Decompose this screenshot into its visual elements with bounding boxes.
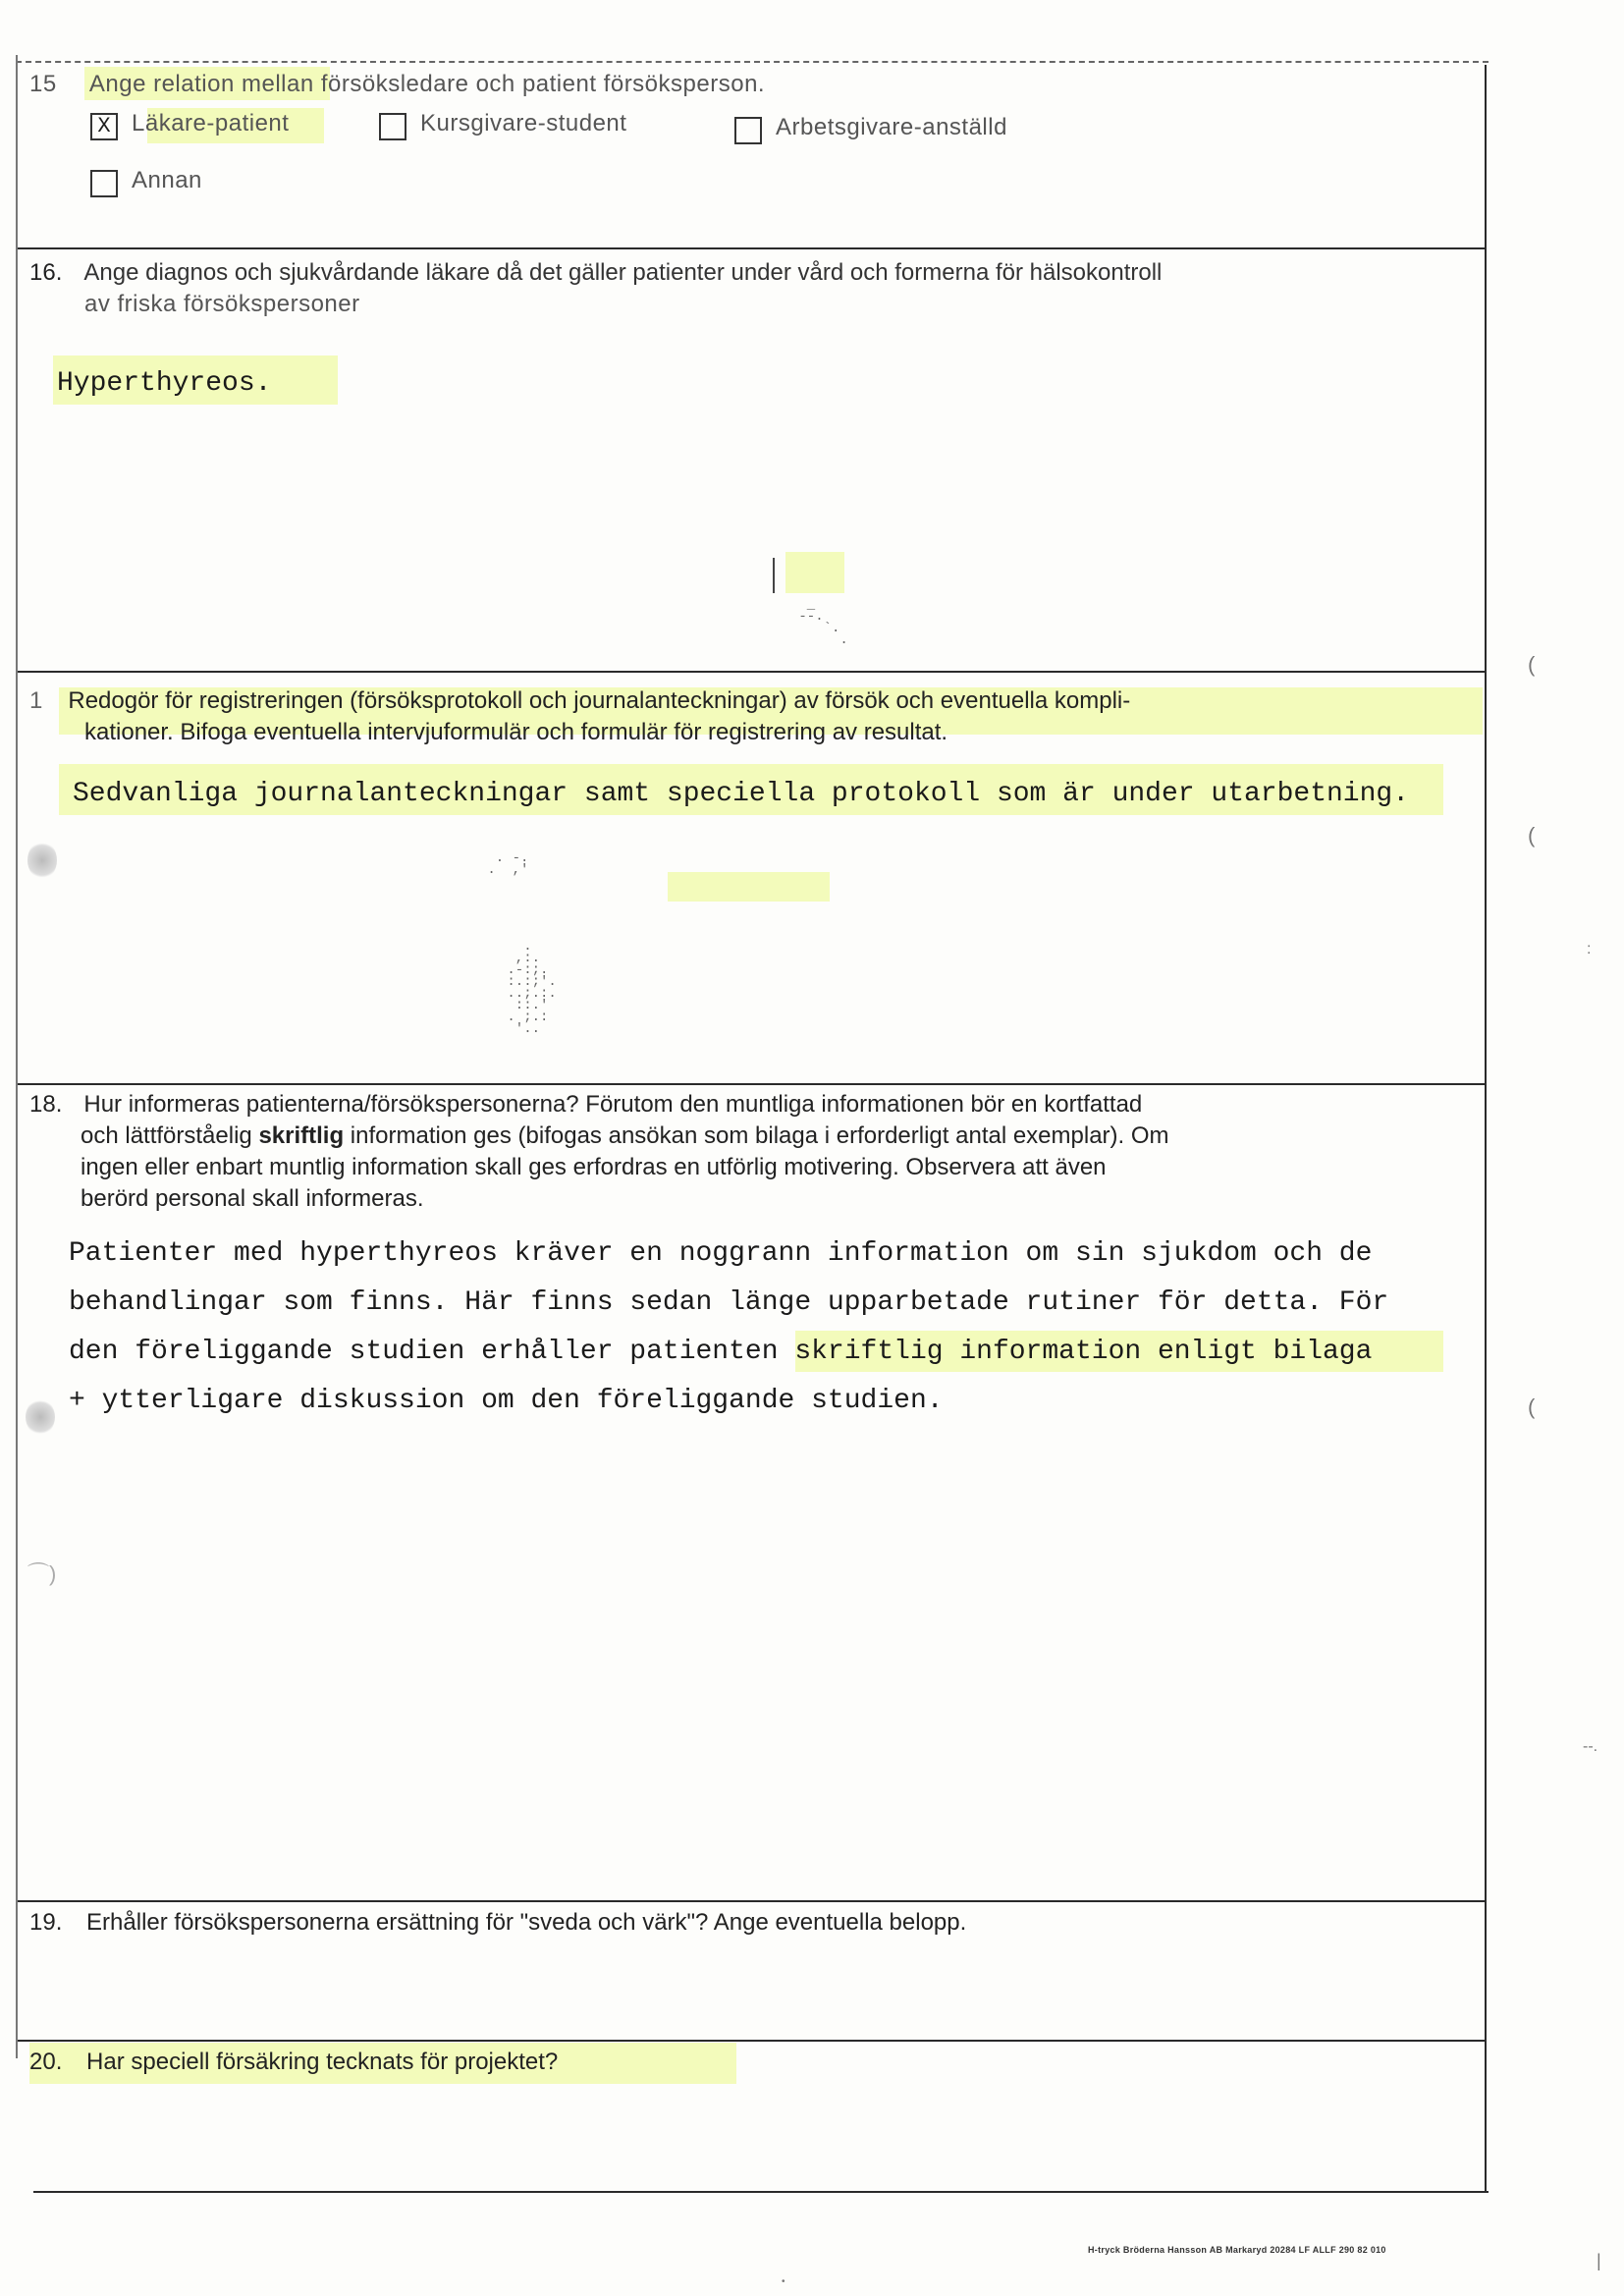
checkbox[interactable]	[379, 113, 406, 140]
question-text: Har speciell försäkring tecknats för projektet?	[86, 2049, 559, 2075]
margin-mark: :	[1587, 941, 1592, 957]
divider-18-19	[16, 1900, 1487, 1902]
question-text-line1: Ange diagnos och sjukvårdande läkare då det gäller patienter under vård och formerna för hälsokontroll	[83, 259, 1163, 286]
question-19	[29, 1907, 966, 1939]
stray-dots: . ,:. .-:;. :.:;'. ..;.:. ::.' . ;.: '..	[507, 939, 557, 1037]
punch-hole	[26, 1398, 55, 1436]
option-label: Läkare-patient	[132, 110, 290, 137]
left-border	[16, 55, 18, 2058]
question-text-line2: kationer. Bifoga eventuella intervjuformulär och formulär för registrering av resultat.	[84, 719, 948, 745]
question-17	[29, 685, 1483, 748]
stray-dots: . -. . ,'	[487, 850, 529, 878]
option-label: Annan	[132, 167, 202, 193]
top-border	[16, 61, 1489, 63]
stray-mark: ⌒)	[27, 1561, 57, 1586]
option-label: Arbetsgivare-anställd	[776, 114, 1007, 140]
answer-18-line2: behandlingar som finns. Här finns sedan länge upparbetade rutiner för detta. För	[69, 1287, 1389, 1318]
question-text-line2: av friska försökspersoner	[84, 291, 360, 317]
margin-mark: (	[1528, 1394, 1536, 1419]
divider-16-17	[16, 671, 1485, 673]
checkbox[interactable]	[90, 170, 118, 197]
answer-18-line1: Patienter med hyperthyreos kräver en noggrann information om sin sjukdom och de	[69, 1238, 1373, 1269]
margin-mark: (	[1528, 823, 1536, 847]
answer-17: Sedvanliga journalanteckningar samt speciella protokoll som är under utarbetning.	[73, 779, 1410, 809]
question-15	[29, 69, 765, 100]
right-border	[1485, 65, 1487, 2192]
checkbox-checked[interactable]: X	[90, 113, 118, 140]
divider-17-18	[16, 1083, 1485, 1085]
option-lakare-patient[interactable]	[90, 110, 289, 140]
question-text-line4: berörd personal skall informeras.	[81, 1185, 424, 1212]
margin-mark: (	[1528, 652, 1536, 677]
question-16	[29, 257, 1483, 320]
question-text-line1: Hur informeras patienterna/försökspersonerna? Förutom den muntliga informationen bör en kortfattad	[83, 1091, 1143, 1118]
bottom-border	[33, 2191, 1489, 2193]
question-18	[29, 1089, 1483, 1215]
option-label: Kursgivare-student	[420, 110, 627, 137]
option-kursgivare-student[interactable]	[379, 110, 626, 140]
question-text-line2: och lättförståelig skriftlig information ges (bifogas ansökan som bilaga i erforderligt antal exemplar). Om	[81, 1122, 1169, 1149]
margin-mark: •	[782, 2276, 785, 2287]
divider-15-16	[16, 247, 1485, 249]
option-annan[interactable]	[90, 167, 202, 197]
question-20	[29, 2047, 558, 2078]
answer-16: Hyperthyreos.	[57, 368, 272, 399]
checkbox[interactable]	[734, 117, 762, 144]
question-number: 20.	[29, 2049, 63, 2075]
question-number: 15	[29, 71, 57, 97]
question-text: Erhåller försökspersonerna ersättning för "sveda och värk"? Ange eventuella belopp.	[86, 1909, 967, 1936]
stray-dots: _ --. `. .	[798, 597, 848, 648]
answer-18-line3: den föreliggande studien erhåller patienten skriftlig information enligt bilaga	[69, 1337, 1373, 1367]
question-number: 19.	[29, 1909, 63, 1936]
option-arbetsgivare-anstalld[interactable]	[734, 114, 1007, 144]
printer-footer: H-tryck Bröderna Hansson AB Markaryd 20284 LF ALLF 290 82 010	[1088, 2245, 1386, 2255]
question-text: Ange relation mellan försöksledare och patient försöksperson.	[88, 71, 766, 97]
question-text-line3: ingen eller enbart muntlig information skall ges erfordras en utförlig motivering. Observera att även	[81, 1154, 1107, 1180]
punch-hole	[27, 841, 57, 880]
stray-mark	[773, 558, 775, 593]
question-text-line1: Redogör för registreringen (försöksprotokoll och journalanteckningar) av försök och eventuella kompli-	[68, 687, 1131, 714]
question-number: 1	[29, 687, 43, 714]
divider-19-20	[16, 2040, 1487, 2042]
question-number: 18.	[29, 1091, 63, 1118]
answer-18-line4: + ytterligare diskussion om den föreliggande studien.	[69, 1386, 944, 1416]
margin-mark: --.	[1583, 1738, 1598, 1755]
margin-mark: |	[1597, 2251, 1601, 2270]
question-number: 16.	[29, 259, 63, 286]
